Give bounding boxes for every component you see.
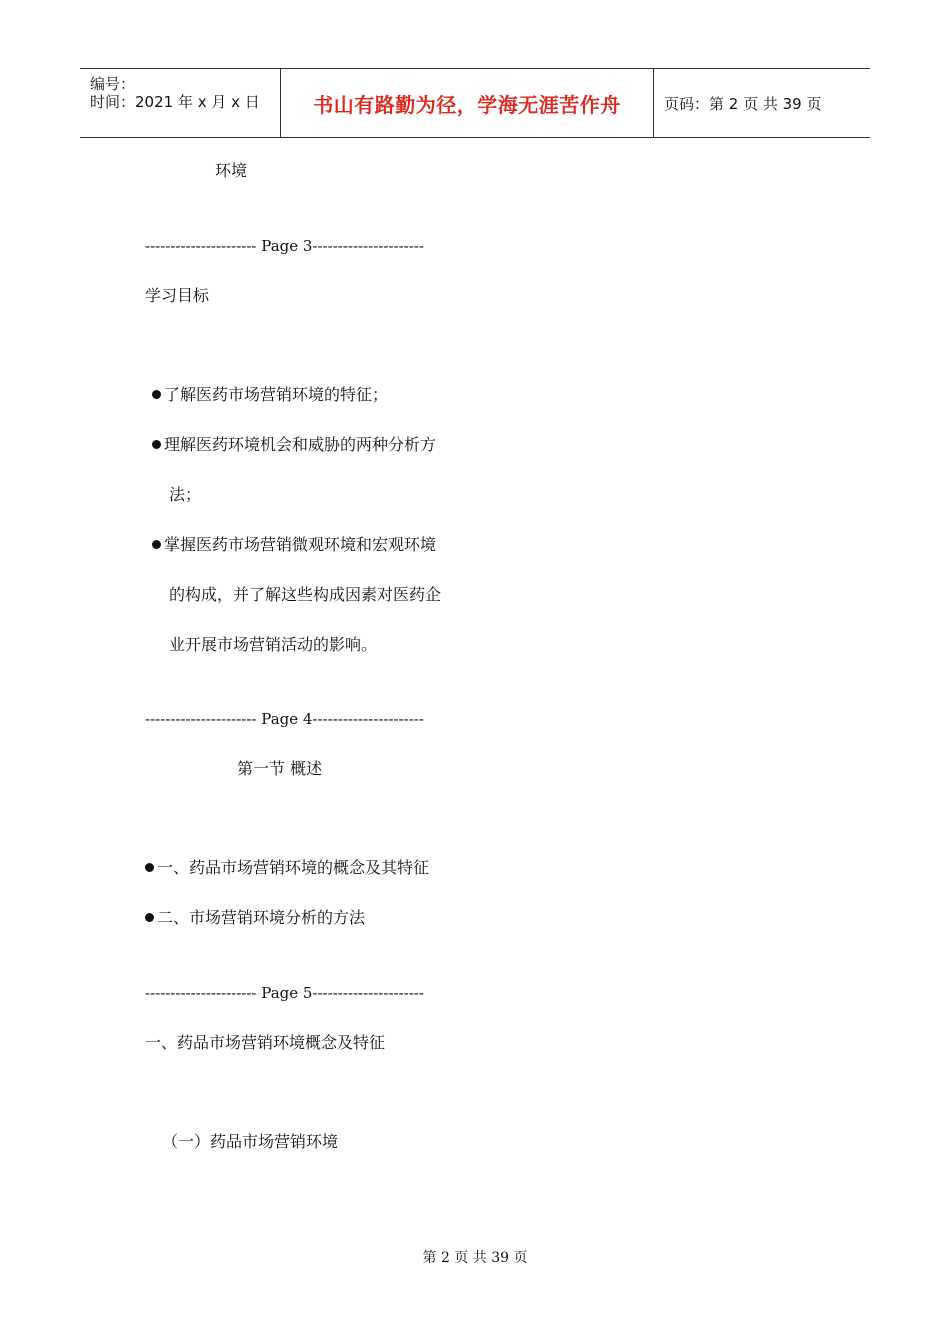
- document-number-label: 编号：: [90, 75, 136, 93]
- text-environment: 环境: [215, 161, 248, 180]
- goal-item-1-text: 了解医药市场营销环境的特征；: [164, 385, 389, 404]
- document-header: [80, 68, 870, 138]
- goal-item-2-continued: 法；: [169, 485, 202, 504]
- header-meta-cell: [80, 69, 281, 137]
- outline-item-2-text: 二、市场营销环境分析的方法: [157, 908, 366, 927]
- bullet-icon: [152, 540, 161, 549]
- learning-goals-title: 学习目标: [145, 286, 210, 305]
- goal-item-2: [152, 435, 436, 455]
- header-motto-cell: [281, 69, 654, 137]
- outline-item-2: [145, 908, 365, 928]
- page-footer: 第 2 页 共 39 页: [422, 1250, 528, 1266]
- header-motto: 书山有路勤为径，学海无涯苦作舟: [313, 92, 621, 117]
- page-separator-4: ---------------------- Page 4----------------------: [145, 710, 424, 728]
- bullet-icon: [152, 440, 161, 449]
- goal-item-3-continued-2: 业开展市场营销活动的影响。: [169, 635, 378, 654]
- goal-item-2-text: 理解医药环境机会和威胁的两种分析方: [164, 435, 437, 454]
- outline-item-1: [145, 858, 429, 878]
- goal-item-1: [152, 385, 388, 405]
- bullet-icon: [152, 390, 161, 399]
- outline-item-1-text: 一、药品市场营销环境的概念及其特征: [157, 858, 430, 877]
- document-time-label: 时间：2021 年 x 月 x 日: [90, 93, 260, 111]
- page-separator-3: ---------------------- Page 3----------------------: [145, 237, 424, 255]
- page-separator-5: ---------------------- Page 5----------------------: [145, 984, 424, 1002]
- heading-1: 一、药品市场营销环境概念及特征: [145, 1033, 386, 1052]
- goal-item-3: [152, 535, 436, 555]
- header-page-info: 页码：第 2 页 共 39 页: [664, 94, 822, 113]
- section-title: 第一节 概述: [237, 759, 323, 778]
- goal-item-3-continued-1: 的构成，并了解这些构成因素对医药企: [169, 585, 442, 604]
- subheading-1: （一）药品市场营销环境: [162, 1132, 339, 1151]
- bullet-icon: [145, 863, 154, 872]
- bullet-icon: [145, 913, 154, 922]
- goal-item-3-text: 掌握医药市场营销微观环境和宏观环境: [164, 535, 437, 554]
- header-page-cell: [654, 69, 870, 137]
